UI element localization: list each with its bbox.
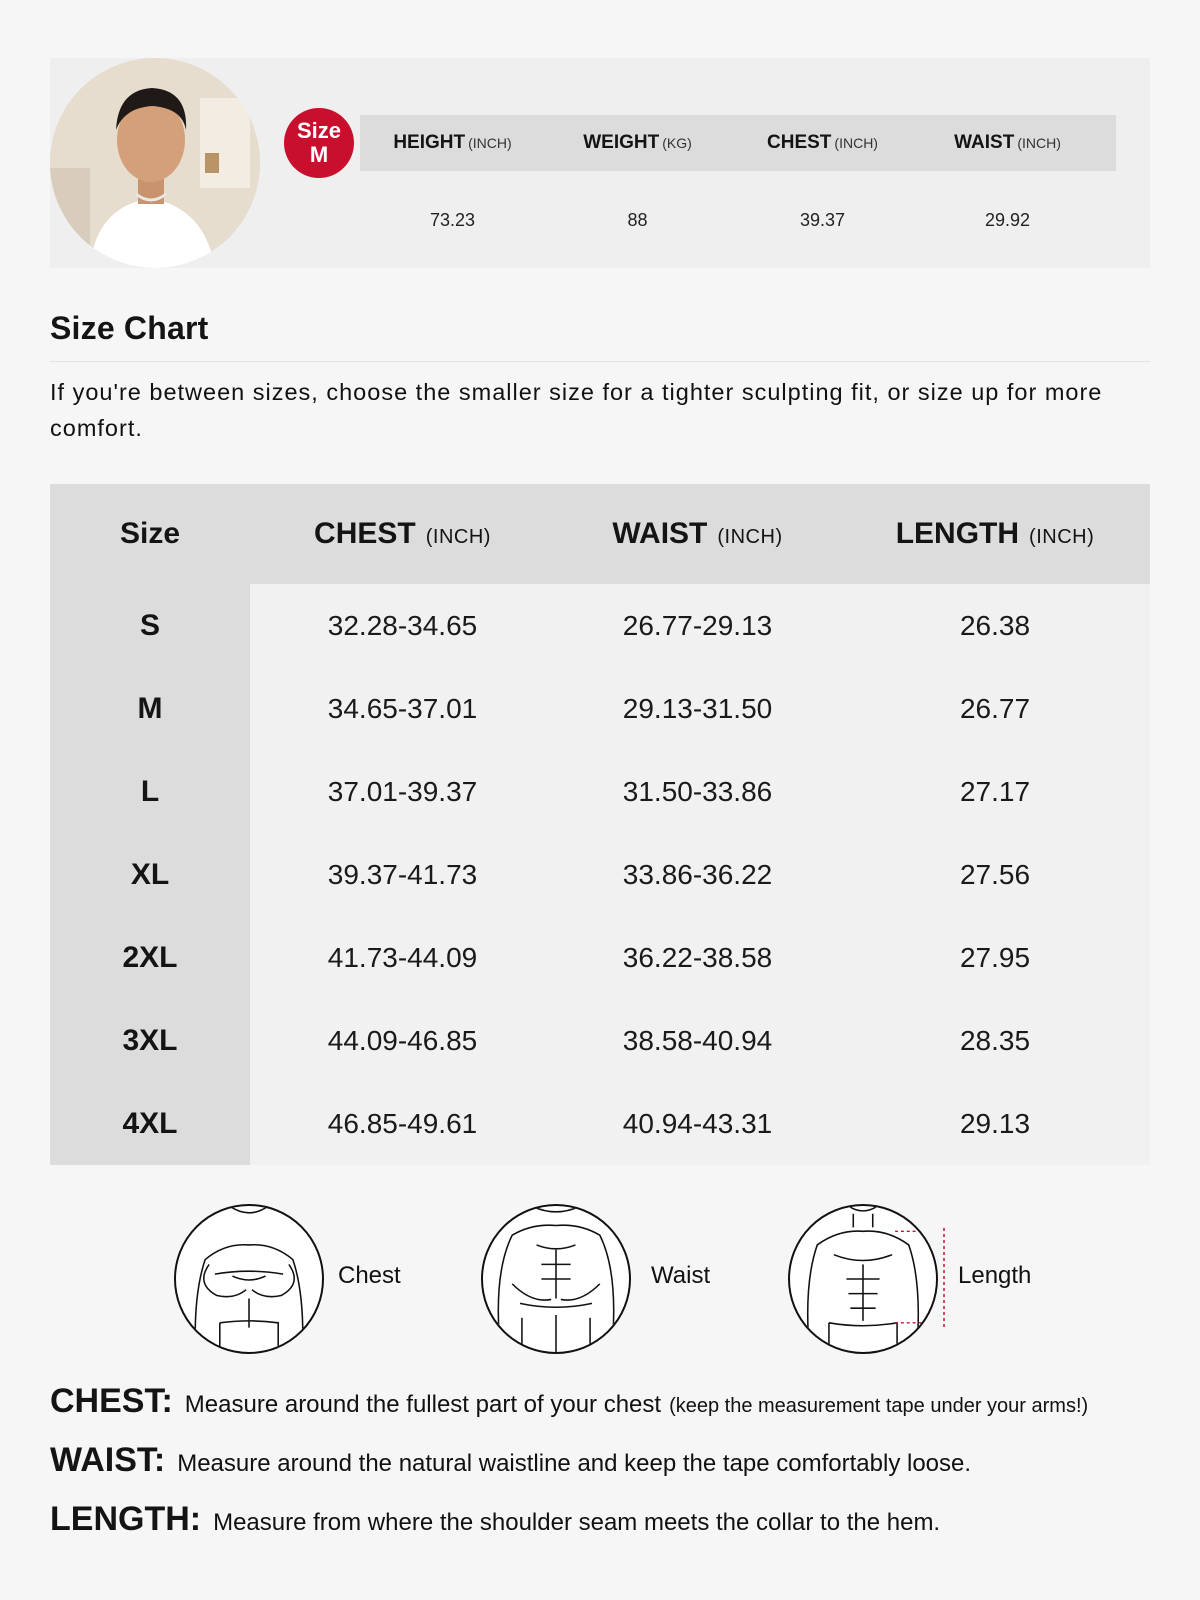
cell-length: 28.35 (959, 1024, 1031, 1056)
guide-label-chest: Chest (338, 1262, 401, 1289)
cell-size: L (140, 774, 160, 808)
cell-chest: 44.09-46.85 (327, 1024, 478, 1056)
model-stats-header (360, 115, 1116, 171)
stat-value-chest: 39.37 (799, 209, 846, 230)
guide-label-length: Length (958, 1262, 1032, 1289)
cell-chest: 37.01-39.37 (327, 775, 478, 807)
cell-size: 3XL (122, 1023, 178, 1057)
cell-length: 27.17 (959, 775, 1031, 807)
header-length: LENGTH (INCH) (895, 517, 1095, 550)
guide-length (788, 1204, 1048, 1356)
cell-size: M (137, 691, 163, 725)
cell-length: 29.13 (959, 1107, 1031, 1139)
table-row (50, 916, 1150, 999)
cell-waist: 36.22-38.58 (622, 941, 773, 973)
table-row (50, 999, 1150, 1082)
model-stats-values (360, 196, 1116, 244)
title-divider (50, 361, 1150, 362)
table-header-row (50, 484, 1150, 584)
cell-length: 27.95 (959, 941, 1031, 973)
cell-chest: 32.28-34.65 (327, 609, 478, 641)
size-chart-table (50, 484, 1150, 1165)
page-title: Size Chart (50, 310, 209, 346)
header-size: Size (119, 517, 181, 550)
stat-header-chest: CHEST (INCH) (767, 132, 878, 153)
cell-size: 2XL (122, 940, 178, 974)
chest-measure-icon (174, 1204, 324, 1354)
cell-size: S (139, 608, 160, 642)
header-chest: CHEST (INCH) (314, 517, 491, 550)
table-row (50, 750, 1150, 833)
waist-measure-icon (481, 1204, 631, 1354)
guide-label-waist: Waist (651, 1262, 711, 1289)
cell-size: XL (130, 857, 170, 891)
cell-waist: 31.50-33.86 (622, 775, 773, 807)
definition-waist (50, 1441, 971, 1480)
guide-chest (174, 1204, 434, 1356)
stat-header-waist: WAIST (INCH) (954, 132, 1061, 153)
model-photo (50, 58, 260, 268)
cell-length: 26.38 (959, 609, 1031, 641)
stat-header-weight: WEIGHT (KG) (583, 132, 692, 153)
cell-waist: 33.86-36.22 (622, 858, 773, 890)
definition-desc-length: Measure from where the shoulder seam meets the collar to the hem. (213, 1509, 941, 1536)
cell-chest: 41.73-44.09 (327, 941, 478, 973)
stat-value-height: 73.23 (429, 209, 476, 230)
cell-length: 27.56 (959, 858, 1031, 890)
table-row (50, 1082, 1150, 1165)
definition-desc-waist: Measure around the natural waistline and keep the tape comfortably loose. (177, 1450, 972, 1477)
definition-term-waist: WAIST: (50, 1441, 166, 1479)
length-dashed-line (940, 1228, 948, 1328)
cell-waist: 38.58-40.94 (622, 1024, 773, 1056)
model-size-badge (284, 108, 354, 178)
cell-chest: 34.65-37.01 (327, 692, 478, 724)
definition-note-chest: (keep the measurement tape under your arms!) (669, 1395, 1089, 1417)
cell-waist: 26.77-29.13 (622, 609, 773, 641)
header-waist: WAIST (INCH) (612, 517, 783, 550)
guide-waist (481, 1204, 741, 1356)
table-row (50, 667, 1150, 750)
stat-value-waist: 29.92 (984, 209, 1031, 230)
cell-waist: 29.13-31.50 (622, 692, 773, 724)
stat-value-weight: 88 (627, 209, 648, 230)
cell-chest: 46.85-49.61 (327, 1107, 478, 1139)
cell-size: 4XL (122, 1106, 178, 1140)
definition-term-length: LENGTH: (50, 1500, 202, 1538)
cell-waist: 40.94-43.31 (622, 1107, 773, 1139)
stat-header-height: HEIGHT (INCH) (393, 132, 512, 153)
cell-length: 26.77 (959, 692, 1031, 724)
size-badge-value: M (309, 142, 329, 167)
size-badge-label: Size (296, 118, 342, 143)
definition-chest (50, 1382, 1088, 1421)
definition-term-chest: CHEST: (50, 1382, 173, 1420)
table-row (50, 833, 1150, 916)
table-row (50, 584, 1150, 667)
fit-note: If you're between sizes, choose the smaller size for a tighter sculpting fit, or size up for more comfort. (50, 379, 1103, 441)
definition-desc-chest: Measure around the fullest part of your chest (184, 1391, 662, 1418)
cell-chest: 39.37-41.73 (327, 858, 478, 890)
definition-length (50, 1500, 940, 1539)
length-measure-icon (788, 1204, 938, 1354)
